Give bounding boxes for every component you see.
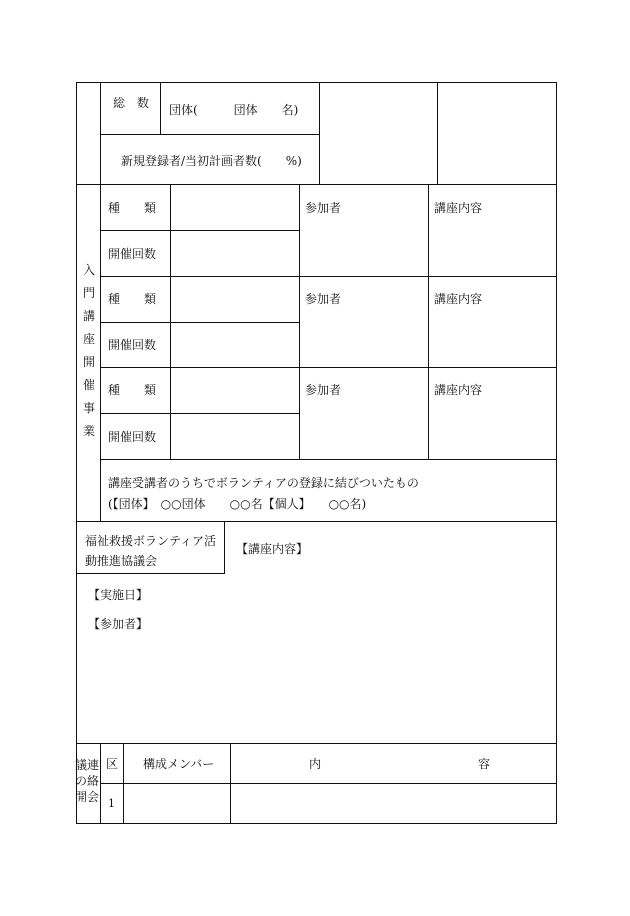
intro-course-side-label xyxy=(80,262,98,446)
session-participants-label: 参加者 xyxy=(305,201,342,215)
council-participants-label: 【参加者】 xyxy=(88,617,149,631)
intro-section-bottom xyxy=(76,521,557,522)
volunteer-result-line-1: 講座受講者のうちでボランティアの登録に結びついたもの xyxy=(108,476,419,490)
side-char: 事 xyxy=(82,401,95,415)
side-char: の xyxy=(75,774,88,788)
session-2-mid-rule xyxy=(100,322,300,323)
top-col-rule-3 xyxy=(437,82,438,184)
total-label: 総 数 xyxy=(113,96,150,110)
top-mid-rule xyxy=(100,134,320,135)
side-char: 会 xyxy=(87,790,100,804)
session-1-bottom-rule xyxy=(100,276,557,277)
content-header-1: 内 xyxy=(309,757,322,771)
session-type-label: 種 類 xyxy=(108,292,157,306)
session-col-rule-3 xyxy=(428,184,429,459)
session-count-label: 開催回数 xyxy=(108,247,157,261)
side-char: 連 xyxy=(87,758,100,772)
council-course-content-label: 【講座内容】 xyxy=(236,542,309,556)
session-participants-label: 参加者 xyxy=(305,292,342,306)
volunteer-result-line-2: (【団体】 ○○団体 ○○名【個人】 ○○名) xyxy=(108,497,367,511)
top-col-rule-1 xyxy=(160,82,161,134)
session-type-label: 種 類 xyxy=(108,383,157,397)
top-col-rule-2 xyxy=(319,82,320,184)
session-content-label: 講座内容 xyxy=(434,201,483,215)
border-left xyxy=(76,82,77,824)
side-char: 門 xyxy=(82,286,95,300)
liaison-side-label-col-2 xyxy=(87,757,99,805)
council-box-right xyxy=(224,521,225,573)
liaison-side-label-col-1 xyxy=(75,757,87,805)
session-participants-label: 参加者 xyxy=(305,383,342,397)
inner-left-rule xyxy=(100,82,101,522)
session-3-mid-rule xyxy=(100,413,300,414)
border-bottom xyxy=(76,823,557,824)
council-section-bottom xyxy=(76,743,557,744)
council-name-line-1: 福祉救援ボランティア活 xyxy=(85,534,217,548)
side-char: 絡 xyxy=(87,774,100,788)
session-1-mid-rule xyxy=(100,230,300,231)
liaison-header-bottom xyxy=(100,783,557,784)
session-type-label: 種 類 xyxy=(108,201,157,215)
group-count-label: 団体( 団体 名) xyxy=(169,103,299,117)
side-char: 開 xyxy=(75,790,88,804)
council-date-label: 【実施日】 xyxy=(88,588,149,602)
members-header: 構成メンバー xyxy=(143,757,215,771)
border-right xyxy=(556,82,557,824)
council-name-line-2: 動推進協議会 xyxy=(85,554,158,568)
council-box-bottom xyxy=(76,573,225,574)
side-char: 座 xyxy=(82,332,95,346)
side-char: 催 xyxy=(82,378,95,392)
session-2-bottom-rule xyxy=(100,367,557,368)
border-top xyxy=(76,82,557,83)
side-char: 業 xyxy=(82,424,95,438)
session-content-label: 講座内容 xyxy=(434,292,483,306)
session-3-bottom-rule xyxy=(100,459,557,460)
side-char: 開 xyxy=(82,355,95,369)
session-count-label: 開催回数 xyxy=(108,338,157,352)
session-content-label: 講座内容 xyxy=(434,383,483,397)
content-header-2: 容 xyxy=(478,757,491,771)
session-count-label: 開催回数 xyxy=(108,430,157,444)
top-section-bottom xyxy=(76,184,557,185)
new-registrants-label: 新規登録者/当初計画者数( %) xyxy=(121,154,302,168)
side-char: 議 xyxy=(75,758,88,772)
side-char: 講 xyxy=(82,309,95,323)
side-char: 入 xyxy=(82,263,95,277)
division-row-1: 1 xyxy=(108,797,115,810)
division-header: 区 xyxy=(106,757,119,771)
